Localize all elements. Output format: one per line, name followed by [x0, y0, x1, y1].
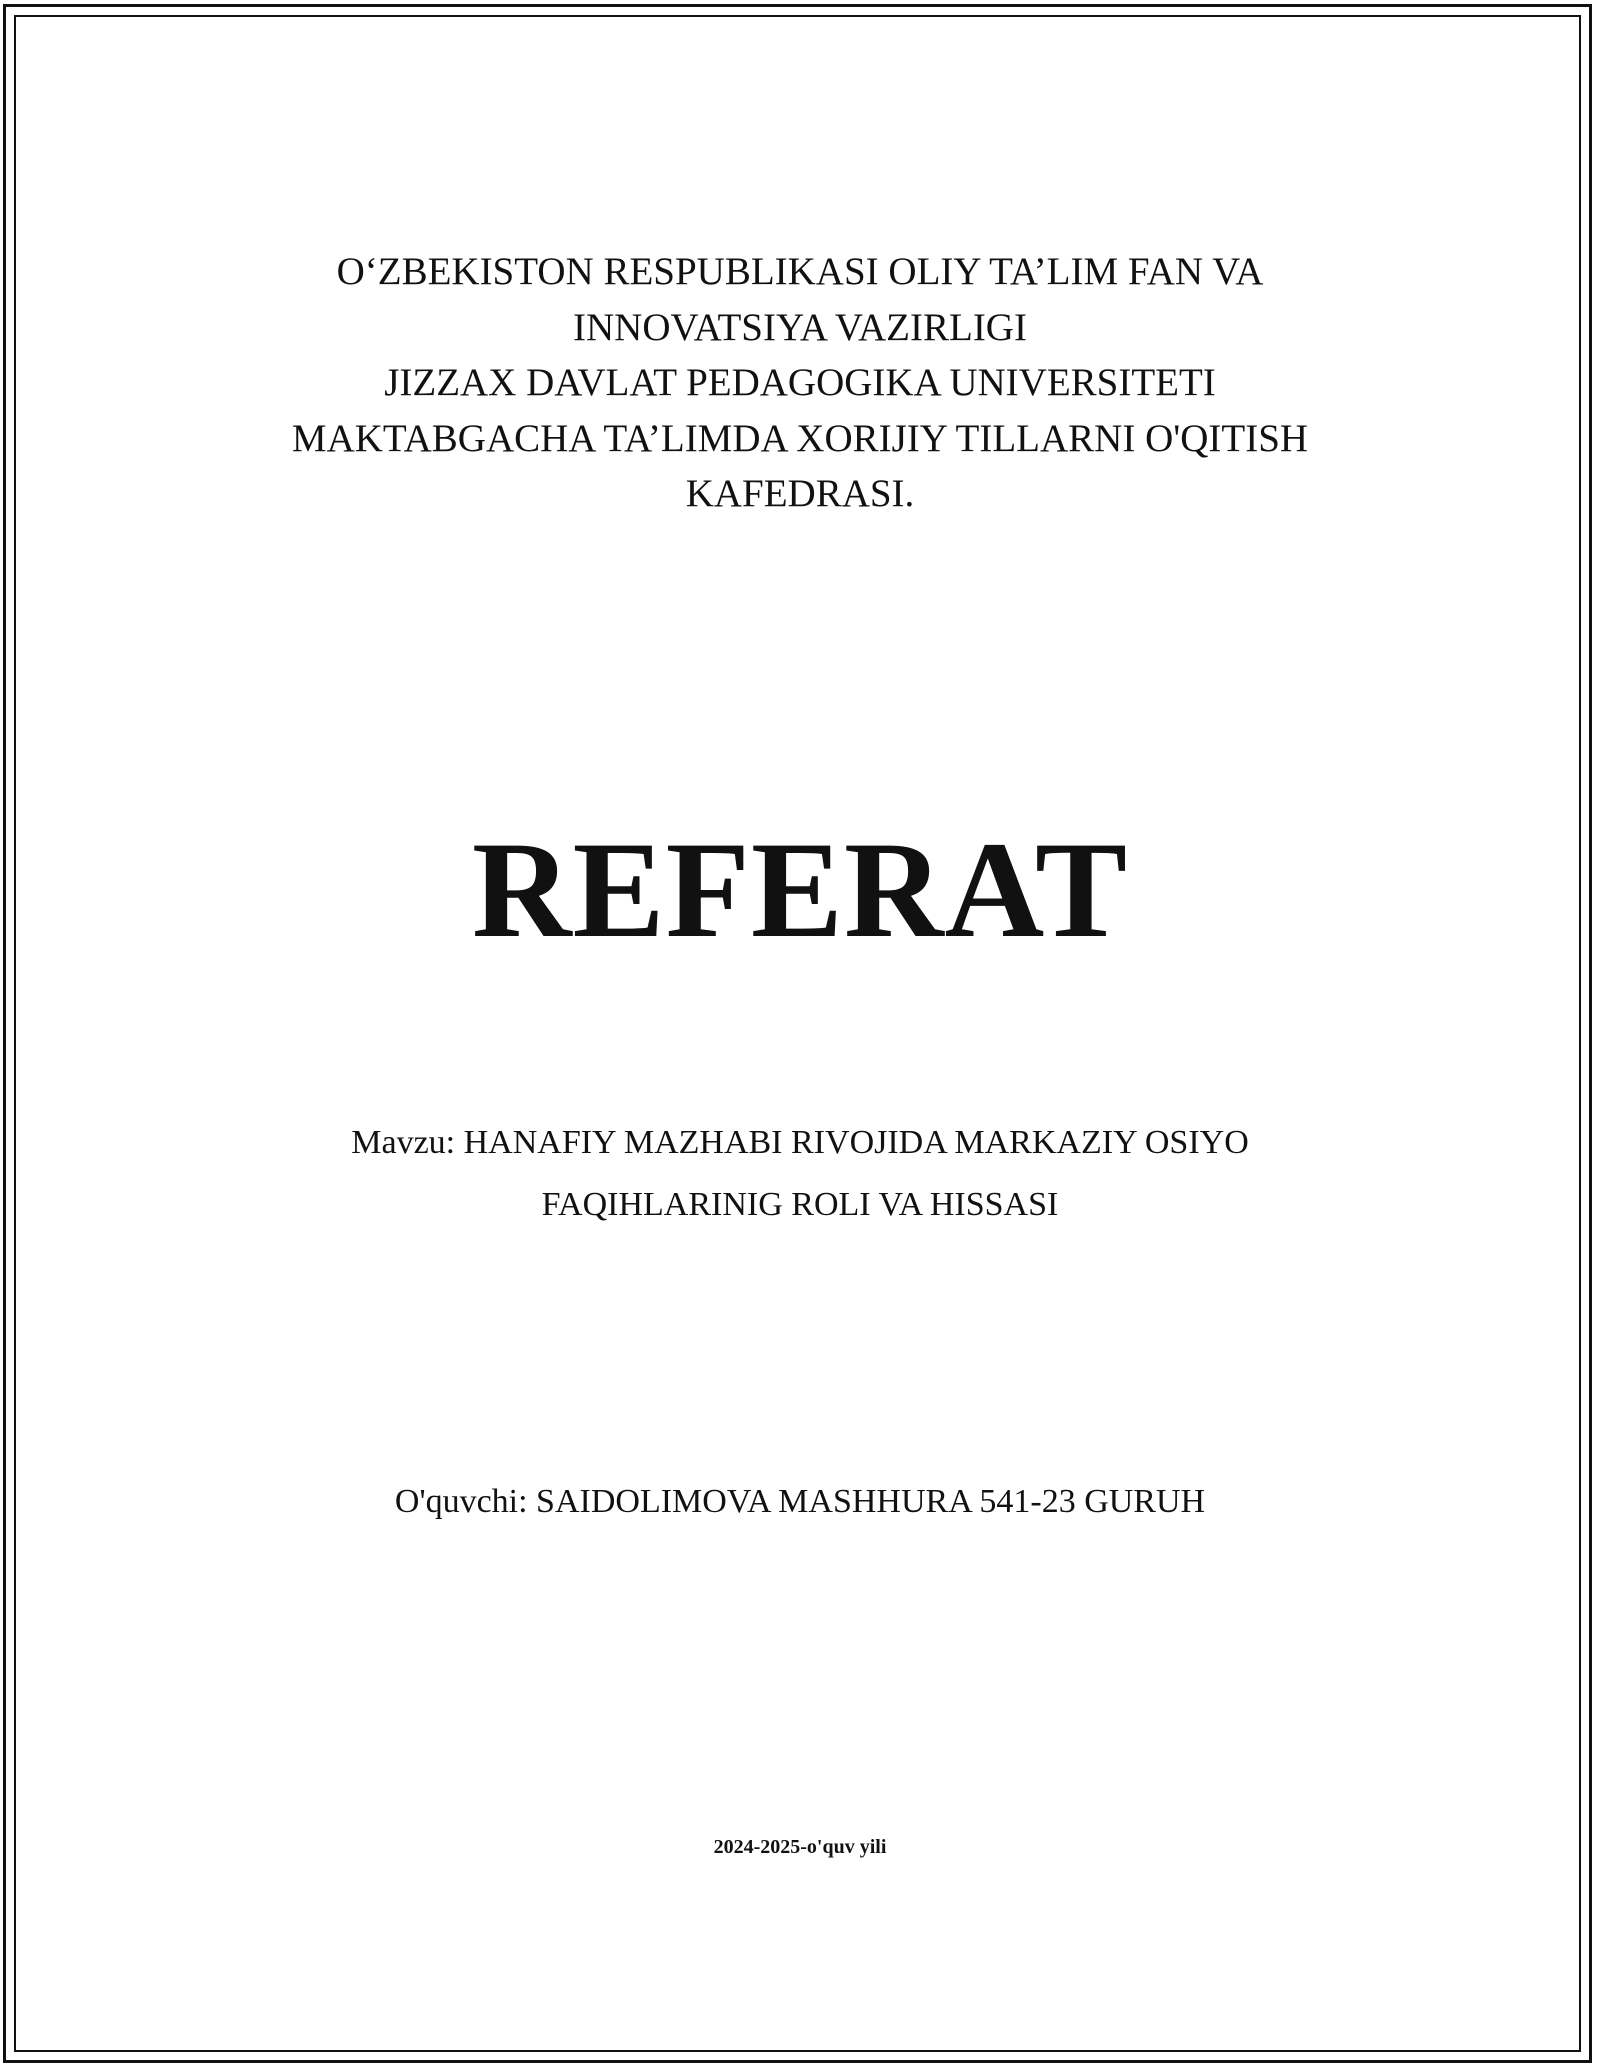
topic-line-1: Mavzu: HANAFIY MAZHABI RIVOJIDA MARKAZIY OSIYO	[351, 1124, 1249, 1161]
header-line-department-1: MAKTABGACHA TA’LIMDA XORIJIY TILLARNI O'QITISH	[291, 416, 1309, 460]
document-title: REFERAT	[471, 813, 1129, 966]
academic-year: 2024-2025-o'quv yili	[713, 1836, 887, 1858]
header-line-department-2: KAFEDRASI.	[685, 472, 915, 515]
student-info: O'quvchi: SAIDOLIMOVA MASHHURA 541-23 GURUH	[394, 1483, 1206, 1520]
institution-header	[0, 244, 1600, 522]
header-line-ministry-2: INNOVATSIYA VAZIRLIGI	[573, 305, 1027, 349]
header-line-ministry-1: O‘ZBEKISTON RESPUBLIKASI OLIY TA’LIM FAN VA	[336, 250, 1264, 293]
topic-block	[0, 1112, 1600, 1236]
topic-line-2: FAQIHLARINIG ROLI VA HISSASI	[541, 1186, 1059, 1223]
header-line-university: JIZZAX DAVLAT PEDAGOGIKA UNIVERSITETI	[384, 361, 1216, 404]
